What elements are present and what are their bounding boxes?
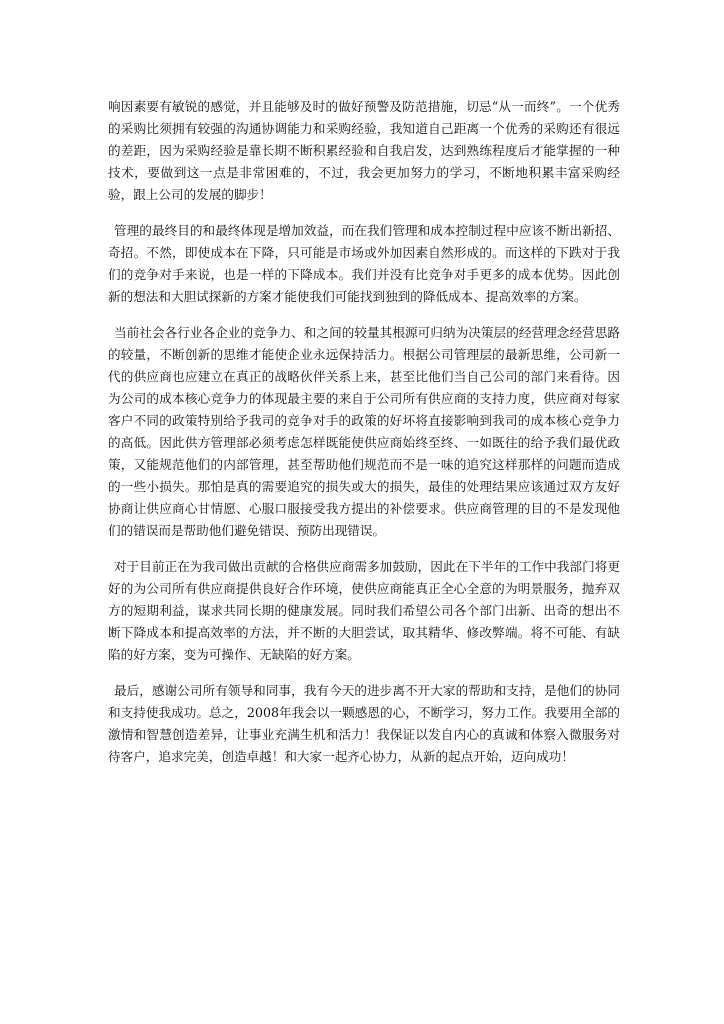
paragraph-5: 最后，感谢公司所有领导和同事，我有今天的进步离不开大家的帮助和支持，是他们的协同和支持使我成功。总之，2008年我会以一颗感恩的心，不断学习，努力工作。我要用全部的激情和智慧创造差异，让事业充满生机和活力！我保证以发自内心的真诚和体察入微服务对待客户，追求完美，创造卓越！和大家一起齐心协力，从新的起点开始，迈向成功！ <box>108 683 620 764</box>
paragraph-1: 响因素要有敏锐的感觉，并且能够及时的做好预警及防范措施，切忌“从一而终”。一个优秀的采购比须拥有较强的沟通协调能力和采购经验，我知道自己距离一个优秀的采购还有很远的差距，因为采购经验是靠长期不断积累经验和自我启发，达到熟练程度后才能掌握的一种技术，要做到这一点是非常困难的，不过，我会更加努力的学习，不断地积累丰富采购经验，跟上公司的发展的脚步！ <box>108 99 620 202</box>
paragraph-4: 对于目前正在为我司做出贡献的合格供应商需多加鼓励，因此在下半年的工作中我部门将更好的为公司所有供应商提供良好合作环境，使供应商能真正全心全意的为明景服务，抛弃双方的短期利益，谋求共同长期的健康发展。同时我们希望公司各个部门出新、出奇的想出不断下降成本和提高效率的方法，并不断的大胆尝试，取其精华、修改弊端。将不可能、有缺陷的好方案，变为可操作、无缺陷的好方案。 <box>108 559 620 662</box>
document-body <box>108 96 620 782</box>
paragraph-3: 当前社会各行业各企业的竞争力、和之间的较量其根源可归纳为决策层的经营理念经营思路的较量，不断创新的思维才能使企业永远保持活力。根据公司管理层的最新思维，公司新一代的供应商也应建立在真正的战略伙伴关系上来，甚至比他们当自己公司的部门来看待。因为公司的成本核心竞争力的体现最主要的来自于公司所有供应商的支持力度，供应商对每家客户不同的政策特别给予我司的竞争对手的政策的好坏将直接影响到我司的成本核心竞争力的高低。因此供方管理部必须考虑怎样既能使供应商始终至终、一如既往的给予我们最优政策，又能规范他们的内部管理，甚至帮助他们规范而不是一味的追究这样那样的问题而造成的一些小损失。那怕是真的需要追究的损失或大的损失，最佳的处理结果应该通过双方友好协商让供应商心甘情愿、心服口服接受我方提出的补偿要求。供应商管理的目的不是发现他们的错误而是帮助他们避免错误、预防出现错误。 <box>108 325 620 538</box>
paragraph-2: 管理的最终目的和最终体现是增加效益，而在我们管理和成本控制过程中应该不断出新招、奇招。不然，即使成本在下降，只可能是市场或外加因素自然形成的。而这样的下跌对于我们的竞争对手来说，也是一样的下降成本。我们并没有比竞争对手更多的成本优势。因此创新的想法和大胆试探新的方案才能使我们可能找到独到的降低成本、提高效率的方案。 <box>108 223 620 304</box>
